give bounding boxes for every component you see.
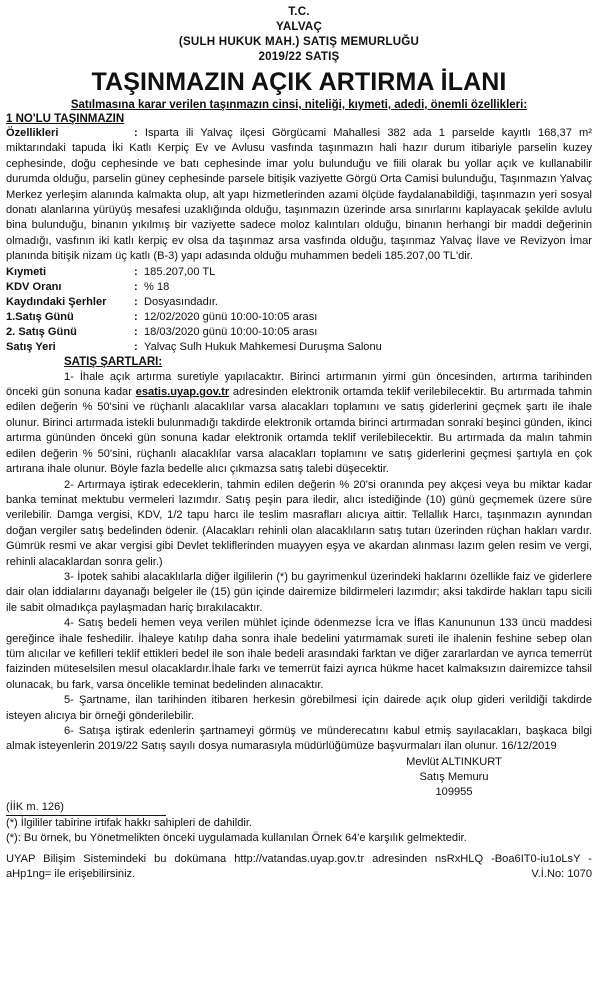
signer-role: Satış Memuru	[419, 770, 489, 783]
ikm-reference: (İİK m. 126)	[6, 800, 64, 813]
field-row	[6, 280, 592, 295]
condition-2: 2- Artırmaya iştirak edeceklerin, tahmin edilen değerin % 20'si oranında pey akçesi veya bu miktar kadar banka teminat mektubu vermeleri lazımdır. Satış peşin para iledir, alıcı istediğinde (10) günü geçmemek üzere süre verilebilir. Damga vergisi, KDV, 1/2 tapu harcı ile teslim masrafları alıcıya aittir. Tellallık Harcı, taşınmazın aynından doğan vergiler satış bedelinden ödenir. (Alacakları rehinli olan alacaklıların satış tutarı üzerinden rüçhan hakları vardır. Gümrük resmi ve akar vergisi gibi Devlet tekliflerinden muayyen eşya ve akardan alınması lazım gelen resim ve vergi, rehinli alacaklardan sonra gelir.)	[6, 478, 592, 568]
field-label: 1.Satış Günü	[6, 310, 74, 323]
field-value: Yalvaç Sulh Hukuk Mahkemesi Duruşma Salonu	[144, 340, 382, 353]
condition-1-text-a: 1- İhale açık artırma suretiyle yapılacaktır. Birinci artırmanın yirmi gün öncesinden, artırma tarihinden önceki gün sonuna kadar	[6, 370, 592, 399]
esatis-link[interactable]: esatis.uyap.gov.tr	[135, 386, 230, 399]
header-file-number: 2019/22 SATIŞ	[258, 50, 340, 63]
uyap-code: V.İ.No: 1070	[531, 867, 592, 880]
signature-block	[374, 755, 534, 800]
condition-3: 3- İpotek sahibi alacaklılarla diğer ilgililerin (*) bu gayrimenkul üzerindeki haklarını özellikle faiz ve giderlere dair olan iddialarını dayanağı belgeler ile (15) gün içinde dairemize bildirmeleri lazımdır; aksi takdirde hakları tapu sicili ile sabit olmadıkça paylaşmadan hariç bırakılacaktır.	[6, 570, 592, 614]
field-row	[6, 340, 592, 355]
condition-4: 4- Satış bedeli hemen veya verilen mühlet içinde ödenmezse İcra ve İflas Kanununun 133 üncü maddesi gereğince ihale feshedilir. İhaleye katılıp daha sonra ihale bedelini yatırmamak sureti ile ihalenin feshine sebep olan tüm alıcılar ve kefilleri teklif ettikleri bedel ile son ihale bedeli arasındaki farktan ve diğer zararlardan ve ayrıca temerrüt faizinden müteselsilen mesul olacaklardır.İhale farkı ve temerrüt faizi ayrıca hükme hacet kalmaksızın dairemizce tahsil olunacak, bu fark, varsa öncelikle teminat bedelinden alınacaktır.	[6, 617, 592, 691]
uyap-access-note	[6, 852, 592, 882]
header-tc: T.C.	[288, 5, 310, 18]
signer-name: Mevlüt ALTINKURT	[406, 755, 502, 768]
features-label: Özellikleri	[6, 127, 59, 139]
field-label: Kıymeti	[6, 265, 47, 278]
field-colon: :	[134, 265, 138, 278]
condition-5: 5- Şartname, ilan tarihinden itibaren herkesin görebilmesi için dairede açık olup gideri verildiği takdirde isteyen alıcıya bir örneği gönderilebilir.	[6, 694, 592, 722]
field-row	[6, 265, 592, 280]
page-title: TAŞINMAZIN AÇIK ARTIRMA İLANI	[91, 68, 507, 96]
field-colon: :	[134, 280, 138, 293]
field-colon: :	[134, 295, 138, 308]
field-value: 185.207,00 TL	[144, 265, 216, 278]
header-office: (SULH HUKUK MAH.) SATIŞ MEMURLUĞU	[178, 35, 420, 48]
footnote: (*) İlgililer tabirine irtifak hakkı sahipleri de dahildir.	[6, 816, 253, 829]
field-label: Satış Yeri	[6, 340, 56, 353]
features-text: Isparta ili Yalvaç ilçesi Görgücami Mahallesi 382 ada 1 parselde kayıtlı 168,37 m² miktarındaki tapuda İki Katlı Kerpiç Ev ve Avlusu vasfında taşınmazın hali hazır durum itibariyle parselin kuzey cephesinde, doğu cephesinde ve batı cephesinde imar yolu bulunduğu ve fiili olarak bu yollar açık ve kullanabilir durumda olduğu, parselin güney cephesinde parsele bitişik vaziyette Görgü Orta Camisi bulunduğu, Taşınmazın Yalvaç Merkez yerleşim alanında kalmakta olup, alt yapı hizmetlerinden azami ölçüde faydalanabildiği, taşınmazın yeri sosyal donatı alanlarına yürüyüş mesafesi uzaklığında olduğu, taşınmazın üzerinde arsa sınırlarını kaplayacak şekilde avlulu bina bulunduğu, binanın yıkılmış bir vaziyette sadece moloz kalıntıları olduğu, binanın herhangi bir maddi değerinin olmadığı, vasfının iki katlı kerpiç ev olsa da taşınmaz arsa vasfında olduğu, taşınmaz Yalvaç İlave ve Revizyon İmar planında bitişik nizam üç katlı (B-3) yapı adasında olduğu muhammen bedeli 185.207,00 TL'dir.	[6, 127, 592, 263]
fields-list	[6, 265, 592, 355]
field-value: Dosyasındadır.	[144, 295, 218, 308]
field-colon: :	[134, 310, 138, 323]
uyap-text: UYAP Bilişim Sistemindeki bu dokümana http://vatandas.uyap.gov.tr adresinden nsRxHLQ -Boa6IT0-iu1oLsY - aHp1ng= ile erişebilirsiniz.	[6, 852, 592, 880]
field-label: Kaydındaki Şerhler	[6, 295, 107, 308]
field-value: 18/03/2020 günü 10:00-10:05 arası	[144, 325, 318, 338]
features-paragraph	[6, 126, 592, 265]
field-label: 2. Satış Günü	[6, 325, 77, 338]
field-label: KDV Oranı	[6, 280, 62, 293]
header-block	[6, 4, 592, 64]
field-row	[6, 295, 592, 310]
field-row	[6, 310, 592, 325]
field-colon: :	[134, 325, 138, 338]
condition-1-text-b: adresinden elektronik ortamda teklif verilebilecektir. Bu artırmada tahmin edilen değerin % 50'sini ve rüçhanlı alacaklılar varsa alacakları toplamını ve satış giderlerini geçmek şartı ile ihale olunur. Birinci artırmada istekli bulunmadığı takdirde elektronik ortamda birinci artırmadan sonraki beşinci günden, ikinci artırma gününden önceki gün sonuna kadar elektronik ortamda teklif verilebilecektir. Bu artırmada da malın tahmin edilen değerin % 50'sini, rüçhanlı alacaklılar varsa alacakları toplamını ve satış giderlerini geçmesi şartıyla en çok artırana ihale olunur. Böyle fazla bedelle alıcı çıkmazsa satış talebi düşecektir.	[6, 386, 592, 476]
conditions-title: SATIŞ ŞARTLARI:	[64, 355, 163, 368]
signer-number: 109955	[435, 785, 473, 798]
header-city: YALVAÇ	[275, 20, 323, 33]
condition-6: 6- Satışa iştirak edenlerin şartnameyi görmüş ve münderecatını kabul etmiş sayılacakları, başkaca bilgi almak isteyenlerin 2019/22 Satış sayılı dosya numarasıyla müdürlüğümüze başvurmaları ilan olunur. 16/12/2019	[6, 725, 592, 753]
section-title: 1 NO'LU TAŞINMAZIN	[6, 113, 125, 125]
condition-1	[6, 370, 592, 478]
footnote: (*): Bu örnek, bu Yönetmelikten önceki uygulamada kullanılan Örnek 64'e karşılık gelmektedir.	[6, 831, 467, 844]
field-value: % 18	[144, 280, 170, 293]
field-value: 12/02/2020 günü 10:00-10:05 arası	[144, 310, 318, 323]
subtitle: Satılmasına karar verilen taşınmazın cinsi, niteliği, kıymeti, adedi, önemli özellikleri:	[70, 99, 528, 111]
field-colon: :	[134, 340, 138, 353]
features-colon: :	[134, 127, 138, 139]
announcement-page	[6, 4, 592, 882]
field-row	[6, 325, 592, 340]
